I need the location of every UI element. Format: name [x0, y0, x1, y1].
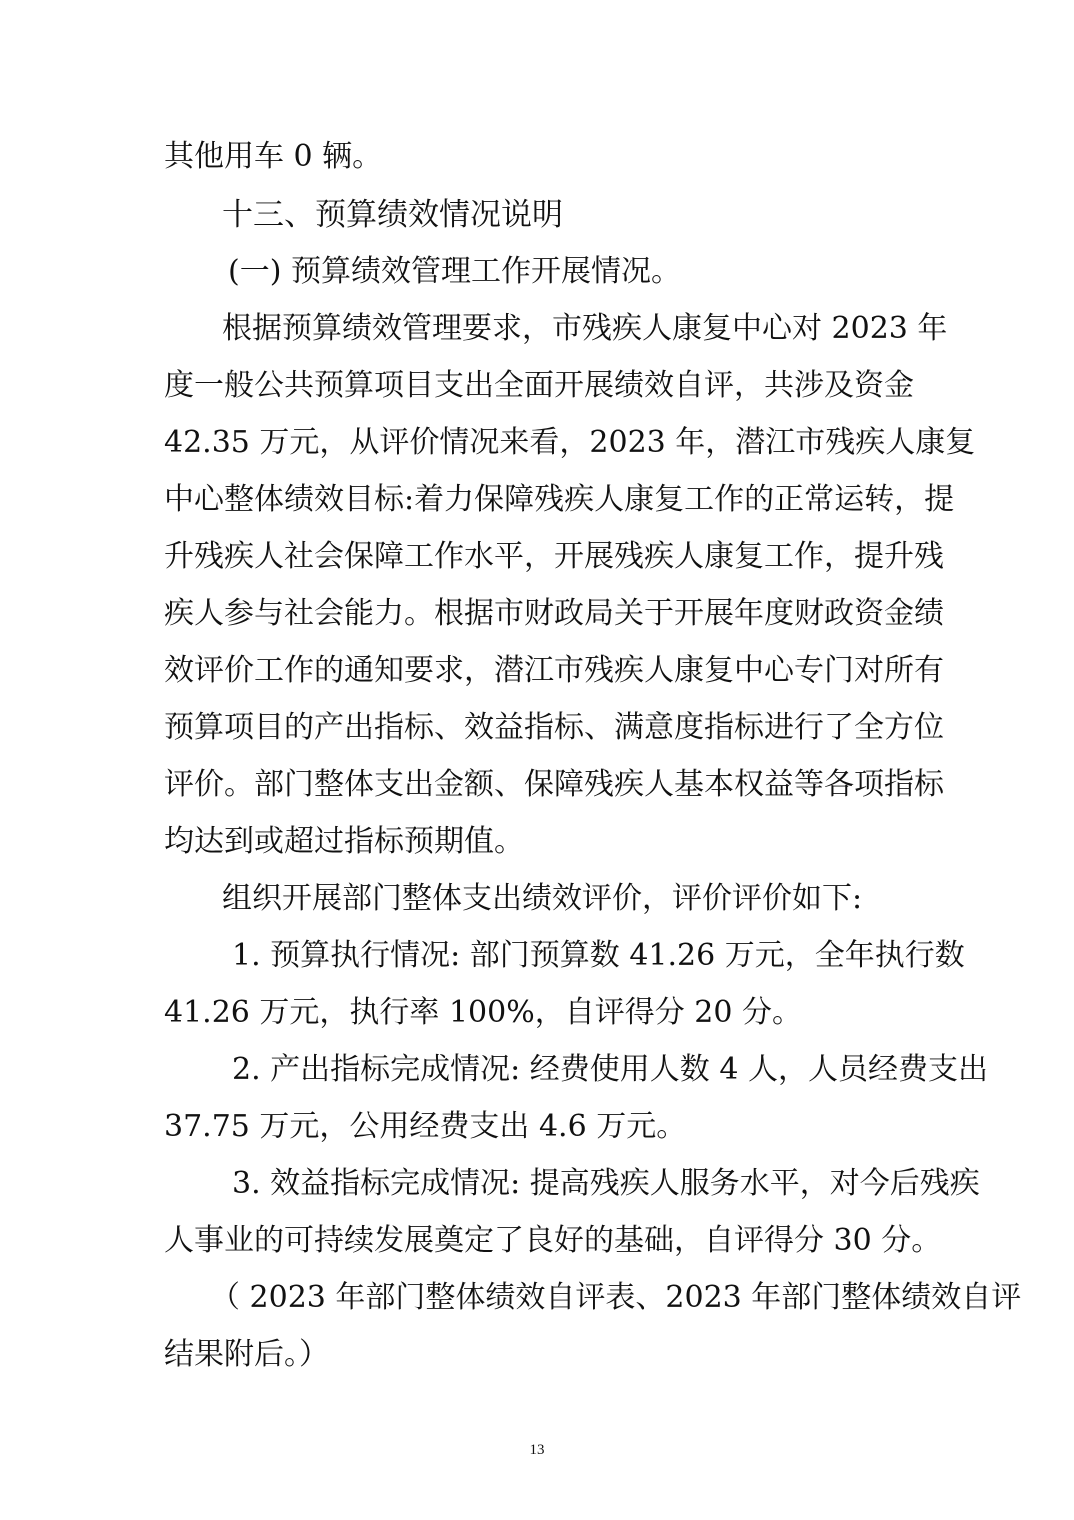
paragraph-line: 效评价工作的通知要求，潜江市残疾人康复中心专门对所有 — [164, 653, 944, 688]
paragraph-line: 评价。部门整体支出金额、保障残疾人基本权益等各项指标 — [164, 767, 944, 802]
note-line: （ 2023 年部门整体绩效自评表、2023 年部门整体绩效自评 — [210, 1280, 1022, 1315]
paragraph-line: 疾人参与社会能力。根据市财政局关于开展年度财政资金绩 — [164, 596, 944, 631]
note-line: 结果附后。） — [164, 1337, 329, 1372]
list-item-line: 37.75 万元，公用经费支出 4.6 万元。 — [164, 1109, 687, 1144]
paragraph-line: 度一般公共预算项目支出全面开展绩效自评，共涉及资金 — [164, 368, 914, 403]
paragraph-line: 中心整体绩效目标:着力保障残疾人康复工作的正常运转，提 — [164, 482, 955, 517]
paragraph-line: 42.35 万元，从评价情况来看，2023 年，潜江市残疾人康复 — [164, 425, 976, 460]
list-item-line: 2. 产出指标完成情况: 经费使用人数 4 人，人员经费支出 — [232, 1052, 988, 1087]
paragraph-line: 均达到或超过指标预期值。 — [164, 824, 524, 859]
text-line: 其他用车 0 辆。 — [164, 139, 383, 174]
paragraph-line: 组织开展部门整体支出绩效评价，评价评价如下: — [222, 881, 863, 916]
paragraph-line: 升残疾人社会保障工作水平，开展残疾人康复工作，提升残 — [164, 539, 944, 574]
paragraph-line: 根据预算绩效管理要求，市残疾人康复中心对 2023 年 — [222, 311, 948, 346]
list-item-line: 41.26 万元，执行率 100%，自评得分 20 分。 — [164, 995, 802, 1030]
subsection-heading: (一) 预算绩效管理工作开展情况。 — [228, 254, 681, 289]
page-number: 13 — [529, 1442, 545, 1458]
list-item-line: 人事业的可持续发展奠定了良好的基础，自评得分 30 分。 — [164, 1223, 942, 1258]
section-heading: 十三、预算绩效情况说明 — [222, 197, 563, 233]
list-item-line: 1. 预算执行情况: 部门预算数 41.26 万元，全年执行数 — [232, 938, 965, 973]
paragraph-line: 预算项目的产出指标、效益指标、满意度指标进行了全方位 — [164, 710, 944, 745]
list-item-line: 3. 效益指标完成情况: 提高残疾人服务水平，对今后残疾 — [232, 1166, 980, 1201]
